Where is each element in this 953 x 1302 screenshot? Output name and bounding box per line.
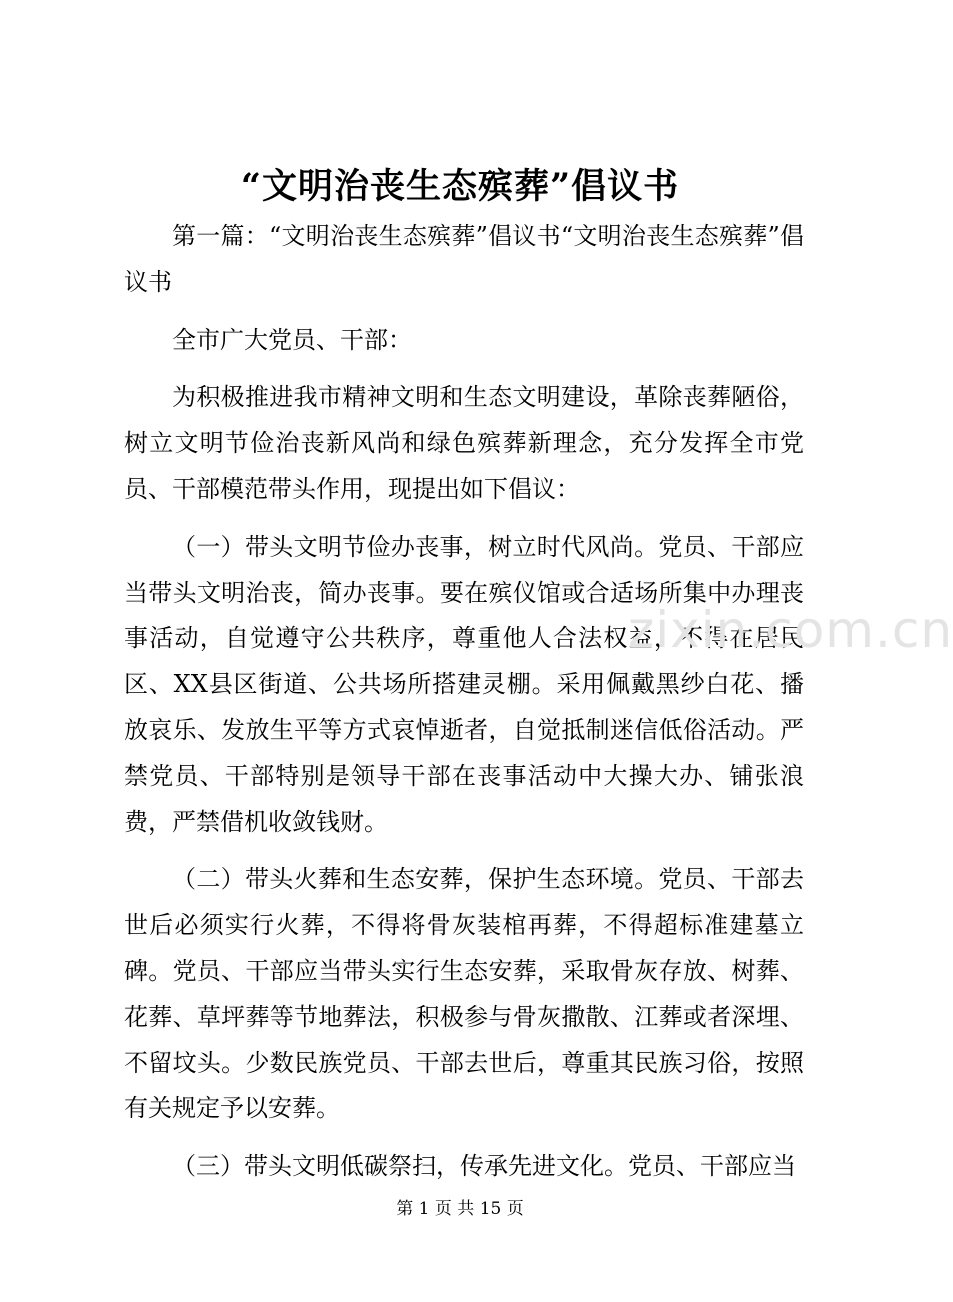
- paragraph-item-2: （二）带头火葬和生态安葬，保护生态环境。党员、干部去世后必须实行火葬，不得将骨灰装棺再葬，不得超标准建墓立碑。党员、干部应当带头实行生态安葬，采取骨灰存放、树葬、花葬、草坪葬等节地葬法，积极参与骨灰撒散、江葬或者深埋、不留坟头。少数民族党员、干部去世后，尊重其民族习俗，按照有关规定予以安葬。: [124, 865, 804, 1123]
- watermark-text: zixin.com.cn: [628, 601, 953, 659]
- document-title: “文明治丧生态殡葬”倡议书: [240, 166, 680, 207]
- document-body: [124, 214, 804, 1202]
- paragraph-intro: 为积极推进我市精神文明和生态文明建设，革除丧葬陋俗，树立文明节俭治丧新风尚和绿色殡葬新理念，充分发挥全市党员、干部模范带头作用，现提出如下倡议：: [124, 383, 804, 503]
- page-number-footer: 第 1 页 共 15 页: [396, 1199, 524, 1219]
- paragraph-salutation: 全市广大党员、干部：: [172, 325, 412, 354]
- paragraph-item-1: （一）带头文明节俭办丧事，树立时代风尚。党员、干部应当带头文明治丧，简办丧事。要在殡仪馆或合适场所集中办理丧事活动，自觉遵守公共秩序，尊重他人合法权益，不得在居民区、XX县区街道、公共场所搭建灵棚。采用佩戴黑纱白花、播放哀乐、发放生平等方式哀悼逝者，自觉抵制迷信低俗活动。严禁党员、干部特别是领导干部在丧事活动中大操大办、铺张浪费，严禁借机收敛钱财。: [124, 532, 804, 836]
- paragraph-item-3: （三）带头文明低碳祭扫，传承先进文化。党员、干部应当: [172, 1152, 796, 1181]
- paragraph-heading: 第一篇：“文明治丧生态殡葬”倡议书“文明治丧生态殡葬”倡议书: [124, 222, 804, 296]
